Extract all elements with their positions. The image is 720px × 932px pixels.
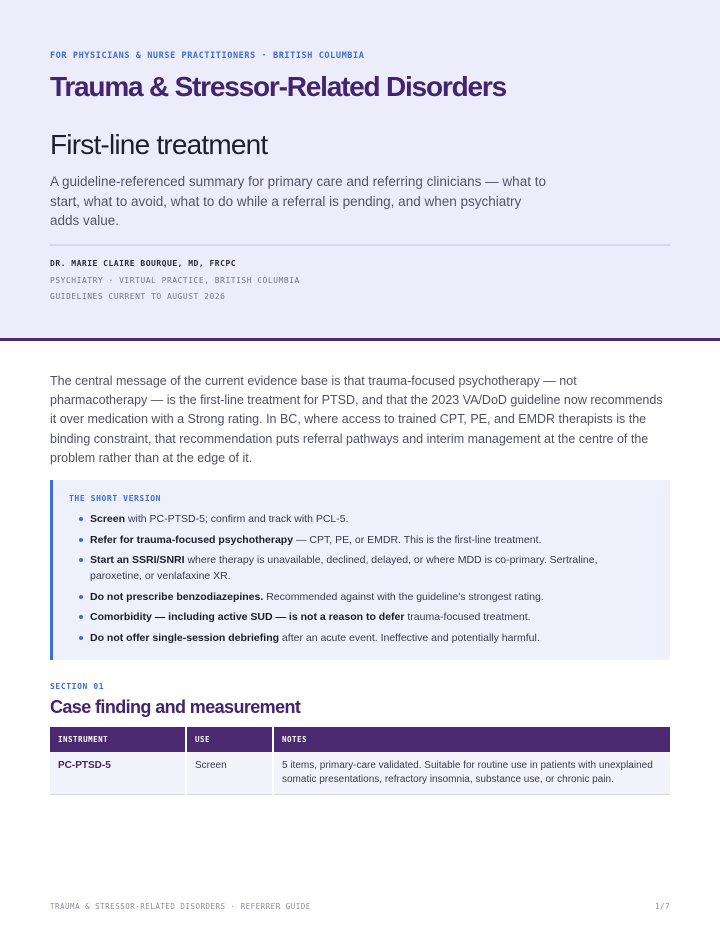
list-item — [79, 552, 639, 584]
list-item-text: — CPT, PE, or EMDR. This is the first-line treatment. — [293, 533, 542, 546]
column-header-instrument: INSTRUMENT — [50, 727, 186, 752]
notes-cell: 5 items, primary-care validated. Suitable for routine use in patients with unexplained somatic presentations, refractory insomnia, substance use, or chronic pain. — [273, 752, 670, 795]
list-item — [79, 511, 639, 527]
list-item-lead: Start an SSRI/SNRI — [90, 554, 185, 566]
table-row — [50, 752, 670, 795]
section-label: SECTION 01 — [50, 682, 105, 691]
list-item — [79, 589, 639, 605]
practice-info: PSYCHIATRY · VIRTUAL PRACTICE, BRITISH COLUMBIA — [50, 276, 300, 285]
instruments-table — [50, 727, 670, 795]
list-item — [79, 532, 639, 548]
list-item-text: Recommended against with the guideline's strongest rating. — [263, 590, 544, 603]
callout-list — [79, 511, 639, 650]
footer-running-title: TRAUMA & STRESSOR-RELATED DISORDERS · REFERRER GUIDE — [50, 902, 311, 911]
page-number: 1/7 — [654, 902, 670, 911]
intro-paragraph: The central message of the current evidence base is that trauma-focused psychotherapy — not pharmacotherapy — is the first-line treatment for PTSD, and that the 2023 VA/DoD guideline now recommends it over medication with a Strong rating. In BC, where access to trained CPT, PE, and EMDR therapists is the binding constraint, that recommendation puts referral pathways and interim management at the centre of the problem rather than at the edge of it. — [50, 374, 663, 465]
section-title: Case finding and measurement — [50, 697, 301, 717]
list-item-lead: Do not prescribe benzodiazepines. — [90, 590, 264, 603]
list-item-lead: Screen — [90, 513, 126, 525]
audience-eyebrow: FOR PHYSICIANS & NURSE PRACTITIONERS · BRITISH COLUMBIA — [50, 51, 365, 61]
use-cell: Screen — [186, 752, 273, 795]
document-subtitle: First-line treatment — [50, 129, 268, 160]
header-rule — [0, 338, 720, 341]
list-item — [79, 609, 639, 625]
list-item-text: after an acute event. Ineffective and potentially harmful. — [279, 631, 540, 644]
list-item-text: where therapy is unavailable, declined, delayed, or where MDD is co-primary. Sertraline, paroxetine, or venlafaxine XR. — [90, 554, 598, 582]
list-item-lead: Do not offer single-session debriefing — [90, 631, 280, 644]
document-header — [0, 0, 720, 338]
document-title: Trauma & Stressor-Related Disorders — [50, 71, 506, 102]
instrument-cell: PC-PTSD-5 — [50, 752, 186, 795]
author-name: DR. MARIE CLAIRE BOURQUE, MD, FRCPC — [50, 259, 237, 268]
column-header-use: USE — [186, 727, 273, 752]
list-item-lead: Refer for trauma-focused psychotherapy — [90, 533, 294, 546]
table-header-row — [50, 727, 670, 752]
column-header-notes: NOTES — [273, 727, 670, 752]
header-divider — [50, 244, 670, 246]
short-version-callout — [50, 480, 670, 660]
list-item-lead: Comorbidity — including active SUD — is not a reason to defer — [90, 611, 405, 623]
list-item-text: with PC-PTSD-5; confirm and track with PCL-5. — [125, 513, 349, 525]
guideline-currency: GUIDELINES CURRENT TO AUGUST 2026 — [50, 292, 226, 301]
list-item-text: trauma-focused treatment. — [404, 611, 531, 623]
document-lede: A guideline-referenced summary for primary care and referring clinicians — what to start, what to avoid, what to do while a referral is pending, and when psychiatry adds value. — [50, 174, 546, 228]
list-item — [79, 630, 639, 646]
callout-title: THE SHORT VERSION — [69, 494, 162, 503]
